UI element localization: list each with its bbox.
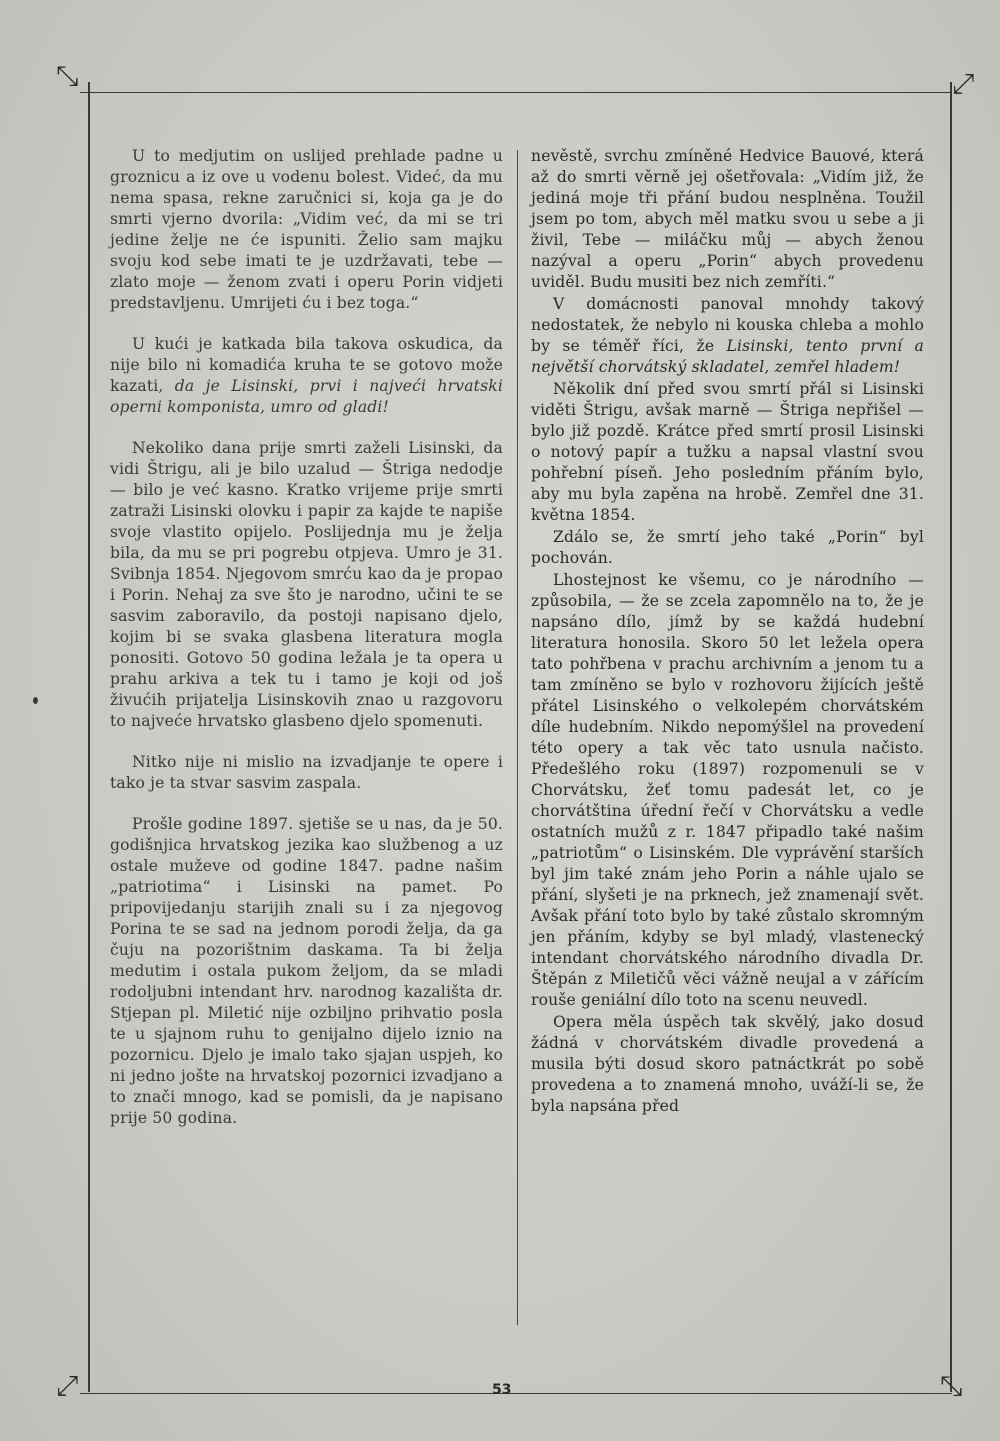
emphasized-phrase: da je Lisinski, prvi i najveći hrvatski operni komponista, umro od gladi!: [110, 377, 503, 416]
left-paragraph-5: Prošle godine 1897. sjetiše se u nas, da je 50. godišnjica hrvatskog jezika kao službenog a uz ostale muževe od godine 1847. padne našim „patriotima“ i Lisinski na pamet. Po pripovijedanju starijih znali su i za njegovog Porina te se sad na jednom porodi želja, da ga čuju na pozorištnim daskama. Ta bi želja medutim i ostala pukom željom, da se mladi rodoljubni intendant hrv. narodnog kazališta dr. Stjepan pl. Miletić nije ozbiljno prihvatio posla te u sjajnom ruhu to genijalno dijelo iznio na pozornicu. Djelo je imalo tako sjajan uspjeh, ko ni jedno jošte na hrvatskoj pozornici izvadjano a to znači mnogo, kad se pomisli, da je napisano prije 50 godina.: [110, 815, 503, 1127]
left-column-croatian: [110, 146, 503, 1129]
right-paragraph-3: Několik dní před svou smrtí přál si Lisinski viděti Štrigu, avšak marně — Štriga nepřišel — bylo již pozdě. Krátce před smrtí prosil Lisinski o notový papír a tužku a napsal vlastní svou pohřební píseň. Jeho posledním přáním bylo, aby mu byla zapěna na hrobě. Zemřel dne 31. května 1854.: [531, 380, 924, 524]
frame-right-rule: [950, 82, 952, 1392]
corner-mark-bottom-right: ⤡: [940, 1369, 963, 1402]
left-paragraph-2: U kući je katkada bila takova oskudica, da nije bilo ni komadića kruha te se gotovo može kazati, da je Lisinski, prvi i najveći hrvatski operni komponista, umro od gladi!: [110, 335, 503, 416]
right-paragraph-4: Zdálo se, že smrtí jeho také „Porin“ byl pochován.: [531, 528, 924, 567]
corner-mark-top-right: ⤢: [952, 67, 975, 100]
margin-speck: [33, 697, 38, 704]
corner-mark-bottom-left: ⤢: [56, 1369, 79, 1402]
right-column-czech: [531, 146, 924, 1117]
right-paragraph-6: Opera měla úspěch tak skvělý, jako dosud žádná v chorvátském divadle provedená a musila býti dosud skoro patnáctkrát po sobě provedena a to znamená mnoho, uváží-li se, že byla napsána před: [531, 1013, 924, 1115]
left-paragraph-4: Nitko nije ni mislio na izvadjanje te opere i tako je ta stvar sasvim zaspala.: [110, 753, 503, 792]
right-paragraph-2: V domácnosti panoval mnohdy takový nedostatek, že nebylo ni kouska chleba a mohlo by se téměř říci, že Lisinski, tento první a největší chorvátský skladatel, zemřel hladem!: [531, 295, 925, 376]
page-number: 53: [492, 1382, 512, 1398]
frame-left-rule: [88, 82, 90, 1392]
corner-mark-top-left: ⤡: [56, 59, 79, 92]
right-paragraph-5: Lhostejnost ke všemu, co je národního — způsobila, — že se zcela zapomnělo na to, že je napsáno dílo, jímž by se každá hudební literatura honosila. Skoro 50 let ležela opera tato pohřbena v prachu archivním a jenom tu a tam zmíněno se bylo v rozhovoru žijících ještě přátel Lisinského o velkolepém chorvátském díle hudebním. Nikdo nepomýšlel na provedení této opery a tak věc tato usnula načisto. Předešlého roku (1897) rozpomenuli se v Chorvátsku, žeť tomu padesát let, co je chorvátština úřední řečí v Chorvátsku a vedle ostatních mužů z r. 1847 připadlo také našim „patriotům“ o Lisinském. Dle vyprávění starších byl jim také znám jeho Porin a náhle ujalo se přání, slyšeti je na prknech, jež znamenají svět. Avšak přání toto bylo by také zůstalo skromným jen přáním, kdyby se byl mladý, vlastenecký intendant chorvátského národního divadla Dr. Štěpán z Miletičů věci vážně neujal a v zářícím rouše geniální dílo toto na scenu neuvedl.: [531, 571, 924, 1009]
column-divider: [517, 150, 518, 1325]
emphasized-phrase: Lisinski, tento první a největší chorvátský skladatel, zemřel hladem!: [531, 337, 925, 376]
left-paragraph-1: U to medjutim on uslijed prehlade padne u groznicu a iz ove u vodenu bolest. Videć, da mu nema spasa, rekne zaručnici si, koja ga je do smrti vjerno dvorila: „Vidim već, da mi se tri jedine želje ne će ispuniti. Želio sam majku svoju kod sebe imati te je uzdržavati, tebe — zlato moje — ženom zvati i operu Porin vidjeti predstavljenu. Umrijeti ću i bez toga.“: [110, 147, 503, 312]
right-paragraph-1: nevěstě, svrchu zmíněné Hedvice Bauové, která až do smrti věrně jej ošetřovala: „Vidím již, že jediná moje tři přání budou nesplněna. Toužil jsem po tom, abych měl matku svou u sebe a ji živil, Tebe — miláčku můj — abych ženou nazýval a operu „Porin“ abych provedenu uviděl. Budu musiti bez nich zemříti.“: [531, 147, 924, 291]
left-paragraph-3: Nekoliko dana prije smrti zaželi Lisinski, da vidi Štrigu, ali je bilo uzalud — Štriga nedodje — bilo je već kasno. Kratko vrijeme prije smrti zatraži Lisinski olovku i papir za kajde te napiše svoje vlastito opijelo. Poslijednja mu je želja bila, da mu se pri pogrebu otpjeva. Umro je 31. Svibnja 1854. Njegovom smrću kao da je propao i Porin. Nehaj za sve što je narodno, učini te se sasvim zaboravilo, da postoji napisano djelo, kojim bi se svaka glasbena literatura mogla ponositi. Gotovo 50 godina ležala je ta opera u prahu arkiva a tek tu i tamo je koji od još živućih prijatelja Lisinskovih znao u razgovoru to najveće hrvatsko glasbeno djelo spomenuti.: [110, 439, 503, 730]
